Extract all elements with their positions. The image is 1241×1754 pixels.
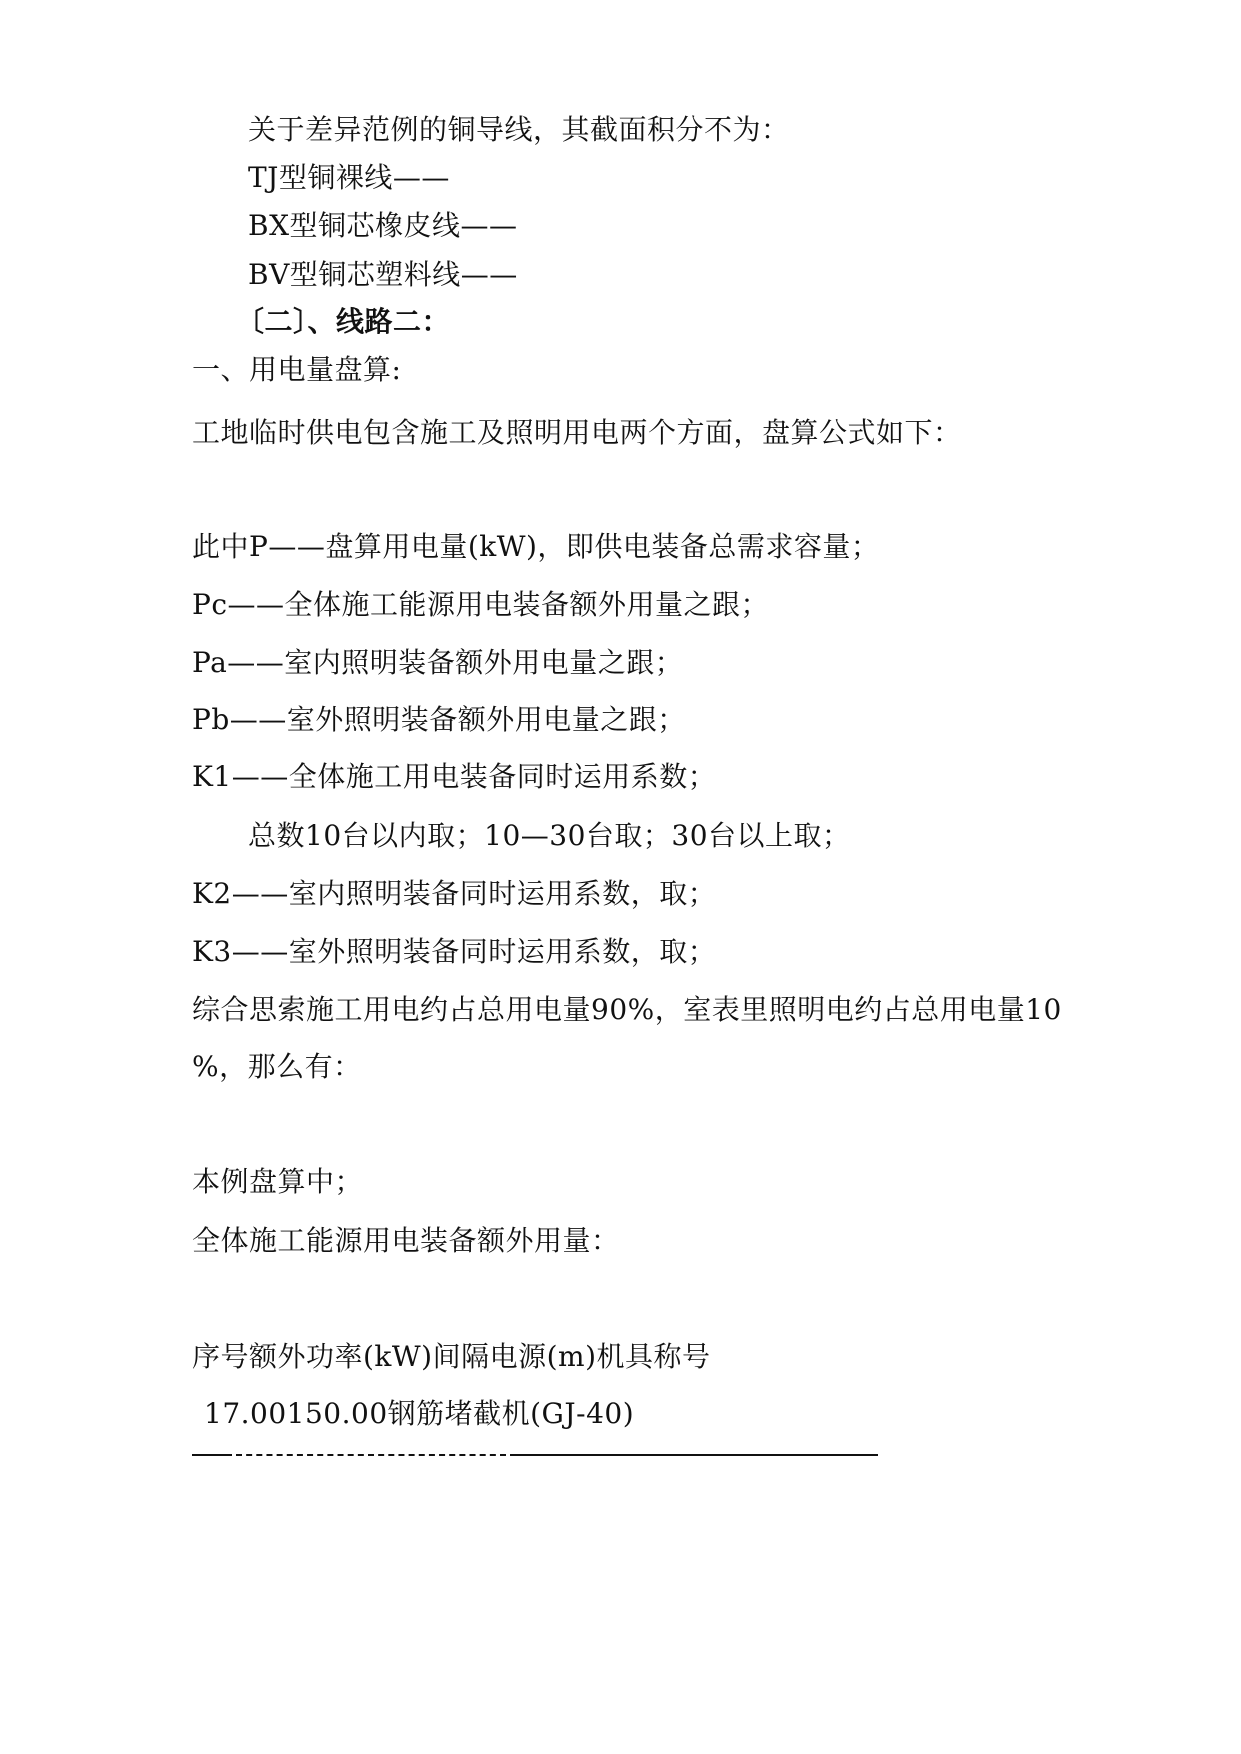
paragraph-rated-capacity: 全体施工能源用电装备额外用量： [192,1224,620,1257]
section-heading-line-two: 〔二〕、线路二： [236,305,451,338]
definition-k3: K3——室外照明装备同时运用系数，取； [192,935,717,968]
definition-pc: Pc——全体施工能源用电装备额外用量之跟； [192,588,770,621]
paragraph-ratio-cont: %，那么有： [192,1050,362,1083]
definition-pb: Pb——室外照明装备额外用电量之跟； [192,703,686,736]
definition-p: 此中P——盘算用电量(kW)，即供电装备总需求容量； [192,530,880,563]
paragraph-copper-intro: 关于差异范例的铜导线，其截面积分不为： [248,113,790,146]
paragraph-ratio: 综合思索施工用电约占总用电量90%，室表里照明电约占总用电量10 [192,993,1062,1026]
table-header-row: 序号额外功率(kW)间隔电源(m)机具称号 [192,1340,711,1373]
paragraph-formula-intro: 工地临时供电包含施工及照明用电两个方面，盘算公式如下： [192,416,962,449]
definition-k2: K2——室内照明装备同时运用系数，取； [192,877,717,910]
definition-pa: Pa——室内照明装备额外用电量之跟； [192,646,684,679]
paragraph-tj-wire: TJ型铜裸线—— [248,161,450,194]
table-row-1: 17.00150.00钢筋堵截机(GJ-40) [204,1397,635,1430]
subheading-power-calc: 一、用电量盘算: [192,353,402,386]
table-top-rule [192,1440,882,1470]
paragraph-bx-wire: BX型铜芯橡皮线—— [248,209,518,242]
definition-k1-ranges: 总数10台以内取；10—30台取；30台以上取； [248,819,851,852]
definition-k1: K1——全体施工用电装备同时运用系数； [192,760,717,793]
paragraph-bv-wire: BV型铜芯塑料线—— [248,258,518,291]
paragraph-example: 本例盘算中； [192,1165,364,1198]
